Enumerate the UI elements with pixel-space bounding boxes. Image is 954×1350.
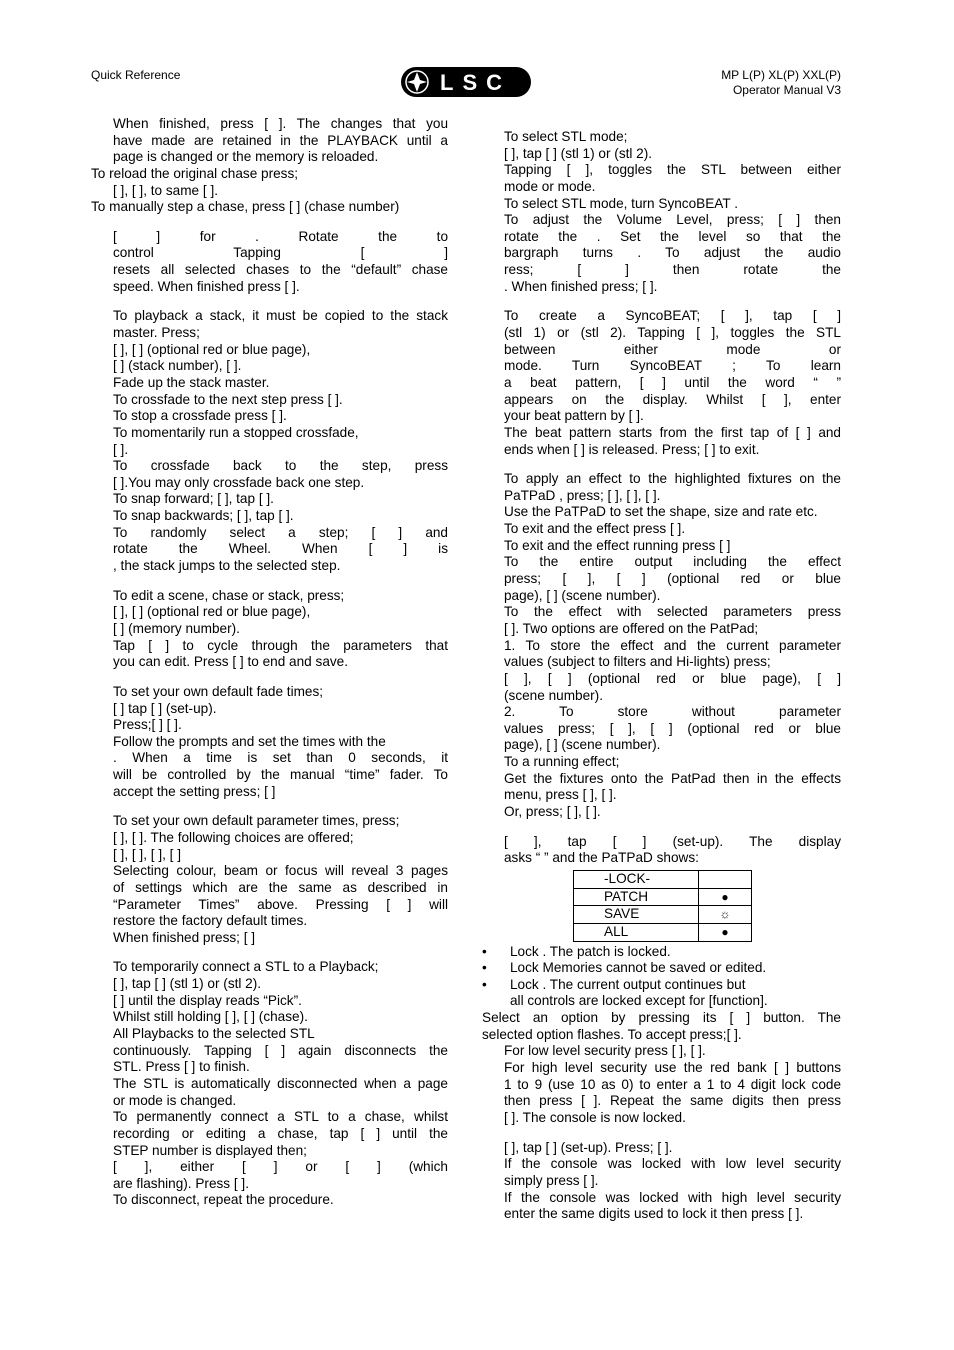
text-line: To adjust the Volume Level, press; [ ] then bbox=[504, 212, 841, 228]
text-line: resets all selected chases to the “default” chase bbox=[113, 262, 448, 278]
text-line: To reload the original chase press; bbox=[91, 165, 299, 181]
text-line: ends when [ ] is released. Press; [ ] to exit. bbox=[504, 441, 760, 457]
text-line: page), [ ] (scene number). bbox=[504, 737, 661, 753]
text-line: Press;[ ] [ ]. bbox=[113, 717, 182, 733]
text-line: To the entire output including the effect bbox=[504, 554, 841, 570]
text-line: When finished, press [ ]. The changes that you bbox=[113, 116, 448, 131]
text-line: To disconnect, repeat the procedure. bbox=[113, 1192, 334, 1208]
text-line: STL. Press [ ] to finish. bbox=[113, 1059, 250, 1075]
text-line: will be controlled by the manual “time” fader. To bbox=[113, 767, 448, 783]
text-line: values press; [ ], [ ] (optional red or blue bbox=[504, 720, 841, 736]
text-line: Fade up the stack master. bbox=[113, 374, 270, 390]
text-line: (scene number). bbox=[504, 687, 603, 703]
text-line: [ ] until the display reads “Pick”. bbox=[113, 992, 302, 1008]
lsc-logo-icon bbox=[400, 66, 532, 98]
text-line: master. Press; bbox=[113, 325, 200, 341]
text-line: recording or editing a chase, tap [ ] until the bbox=[113, 1125, 448, 1141]
lock-option-row bbox=[574, 923, 752, 941]
text-line: enter the same digits used to lock it then press [ ]. bbox=[504, 1206, 804, 1222]
text-line: [ ] tap [ ] (set-up). bbox=[113, 700, 217, 716]
text-line: [ ]. The console is now locked. bbox=[504, 1109, 686, 1125]
text-line: speed. When finished press [ ]. bbox=[113, 278, 300, 294]
lock-option-row bbox=[574, 888, 752, 906]
text-line: To a running effect; bbox=[504, 754, 620, 770]
text-line: Tapping [ ], toggles the STL between either bbox=[504, 162, 841, 178]
text-line: [ ]. Two options are offered on the PatPad; bbox=[504, 620, 759, 636]
text-line: To snap forward; [ ], tap [ ]. bbox=[113, 491, 274, 507]
text-line: [ ], [ ]. The following choices are offered; bbox=[113, 829, 354, 845]
text-line: rotate the . Set the level so that the bbox=[504, 228, 841, 244]
text-line: 2. To store without parameter bbox=[504, 704, 841, 720]
text-line: Whilst still holding [ ], [ ] (chase). bbox=[113, 1009, 308, 1025]
lock-option-indicator-icon: ● bbox=[699, 888, 752, 906]
text-line: If the console was locked with low level security bbox=[504, 1156, 841, 1172]
text-line: are flashing). Press [ ]. bbox=[113, 1175, 249, 1191]
text-line: press; [ ], [ ] (optional red or blue bbox=[504, 571, 841, 587]
text-line: PaTPaD , press; [ ], [ ], [ ]. bbox=[504, 487, 661, 503]
lock-option-label: ALL bbox=[574, 923, 699, 941]
header-right bbox=[721, 68, 841, 98]
text-line: [ ], either [ ] or [ ] (which bbox=[113, 1159, 448, 1175]
text-line: [ ], tap [ ] (set-up). Press; [ ]. bbox=[504, 1139, 673, 1155]
text-line: . When a time is set than 0 seconds, it bbox=[113, 750, 448, 766]
text-line: you can edit. Press [ ] to end and save. bbox=[113, 654, 349, 670]
lock-option-label: SAVE bbox=[574, 906, 699, 924]
text-line: bargraph turns . To adjust the audio bbox=[504, 245, 841, 261]
text-line: a beat pattern, [ ] until the word “ ” bbox=[504, 374, 841, 390]
text-line: To momentarily run a stopped crossfade, bbox=[113, 424, 359, 440]
text-line: To playback a stack, it must be copied to the stack bbox=[113, 308, 448, 324]
text-line: To randomly select a step; [ ] and bbox=[113, 524, 448, 540]
text-line: (stl 1) or (stl 2). Tapping [ ], toggles the STL bbox=[504, 325, 841, 341]
lock-option-indicator-icon: ☼ bbox=[699, 906, 752, 924]
text-line: To temporarily connect a STL to a Playback; bbox=[113, 959, 379, 975]
text-line: [ ]. bbox=[113, 441, 129, 457]
lock-option-indicator-icon: ● bbox=[699, 923, 752, 941]
text-line: [ ], tap [ ] (stl 1) or (stl 2). bbox=[113, 976, 262, 992]
text-line: rotate the Wheel. When [ ] is bbox=[113, 541, 448, 557]
text-line: To exit and the effect press [ ]. bbox=[504, 521, 686, 537]
text-line: [ ], [ ] (optional red or blue page), bbox=[113, 341, 311, 357]
text-line: To the effect with selected parameters press bbox=[504, 604, 841, 620]
text-line: [ ], tap [ ] (set-up). The display bbox=[504, 833, 841, 849]
text-line: , the stack jumps to the selected step. bbox=[113, 558, 341, 574]
text-line: The beat pattern starts from the first tap of [ ] and bbox=[504, 424, 841, 440]
text-line: then press [ ]. Repeat the same digits then press bbox=[504, 1093, 841, 1109]
text-line: To manually step a chase, press [ ] (chase number) bbox=[91, 199, 400, 215]
text-line: To select STL mode, turn SyncoBEAT . bbox=[504, 195, 738, 211]
text-line: [ ], [ ], to same [ ]. bbox=[113, 182, 219, 198]
lock-bullet-item: • Lock . The patch is locked. bbox=[482, 944, 841, 961]
text-line: Follow the prompts and set the times with the bbox=[113, 733, 386, 749]
text-line: your beat pattern by [ ]. bbox=[504, 408, 644, 424]
text-line: menu, press [ ], [ ]. bbox=[504, 787, 617, 803]
text-line: mode or mode. bbox=[504, 178, 596, 194]
text-line: Selecting colour, beam or focus will reveal 3 pages bbox=[113, 863, 448, 879]
text-line: To crossfade back to the step, press bbox=[113, 458, 448, 474]
text-line: To apply an effect to the highlighted fixtures on the bbox=[504, 471, 841, 487]
text-line: To set your own default fade times; bbox=[113, 683, 324, 699]
logo-text: LSC bbox=[440, 70, 511, 95]
text-line: To stop a crossfade press [ ]. bbox=[113, 408, 287, 424]
text-line: STEP number is displayed then; bbox=[113, 1142, 307, 1158]
text-line: appears on the display. Whilst [ ], enter bbox=[504, 391, 841, 407]
text-line: or mode is changed. bbox=[113, 1092, 237, 1108]
text-line: To exit and the effect running press [ ] bbox=[504, 537, 731, 553]
text-line: selected option flashes. To accept press;[ ]. bbox=[482, 1026, 742, 1042]
text-line: To select STL mode; bbox=[504, 129, 628, 144]
text-line: continuously. Tapping [ ] again disconnects the bbox=[113, 1042, 448, 1058]
text-line: [ ], [ ] (optional red or blue page), [ ] bbox=[504, 670, 841, 686]
text-line: For low level security press [ ], [ ]. bbox=[504, 1043, 706, 1059]
lock-option-label: -LOCK- bbox=[574, 870, 699, 888]
lock-option-row bbox=[574, 906, 752, 924]
text-line: When finished press; [ ] bbox=[113, 929, 256, 945]
lock-bullet-list bbox=[482, 944, 841, 1011]
text-line: To permanently connect a STL to a chase, whilst bbox=[113, 1109, 448, 1125]
text-line: mode. Turn SyncoBEAT ; To learn bbox=[504, 358, 841, 374]
text-line: ress; [ ] then rotate the bbox=[504, 262, 841, 278]
right-column-top bbox=[482, 129, 841, 867]
text-line: page is changed or the memory is reloaded. bbox=[113, 149, 379, 165]
text-line: accept the setting press; [ ] bbox=[113, 783, 276, 799]
text-line: To crossfade to the next step press [ ]. bbox=[113, 391, 343, 407]
lock-option-label: PATCH bbox=[574, 888, 699, 906]
text-line: [ ] for . Rotate the to bbox=[113, 228, 448, 244]
text-line: Use the PaTPaD to set the shape, size and rate etc. bbox=[504, 504, 818, 520]
lock-option-indicator-icon bbox=[699, 870, 752, 888]
text-line: [ ], [ ], [ ], [ ] bbox=[113, 846, 181, 862]
text-line: If the console was locked with high level security bbox=[504, 1189, 841, 1205]
lock-bullet-item: all controls are locked except for [function]. bbox=[510, 993, 768, 1009]
text-line: The STL is automatically disconnected when a page bbox=[113, 1075, 448, 1091]
text-line: Select an option by pressing its [ ] button. The bbox=[482, 1010, 841, 1026]
text-line: [ ], tap [ ] (stl 1) or (stl 2). bbox=[504, 145, 653, 161]
text-line: values (subject to filters and Hi-lights) press; bbox=[504, 654, 771, 670]
text-line: To snap backwards; [ ], tap [ ]. bbox=[113, 508, 294, 524]
text-line: To create a SyncoBEAT; [ ], tap [ ] bbox=[504, 308, 841, 324]
header-left: Quick Reference bbox=[91, 68, 181, 82]
text-line: page), [ ] (scene number). bbox=[504, 587, 661, 603]
lock-option-row bbox=[574, 870, 752, 888]
text-line: To set your own default parameter times, press; bbox=[113, 813, 400, 829]
left-column bbox=[91, 116, 448, 1209]
text-line: . When finished press; [ ]. bbox=[504, 278, 658, 294]
lock-bullet-item: • Lock Memories cannot be saved or edited. bbox=[482, 960, 841, 977]
text-line: Get the fixtures onto the PatPad then in the effects bbox=[504, 770, 841, 786]
right-column-bottom bbox=[482, 1010, 841, 1223]
text-line: To edit a scene, chase or stack, press; bbox=[113, 587, 345, 603]
manual-version: Operator Manual V3 bbox=[732, 83, 841, 97]
text-line: simply press [ ]. bbox=[504, 1172, 599, 1188]
text-line: of settings which are the same as described in bbox=[113, 879, 448, 895]
text-line: 1. To store the effect and the current parameter bbox=[504, 637, 841, 653]
lock-options-table bbox=[573, 870, 752, 942]
right-column bbox=[482, 116, 841, 1223]
text-line: asks “ ” and the PaTPaD shows: bbox=[504, 850, 699, 866]
text-line: “Parameter Times” above. Pressing [ ] will bbox=[113, 896, 448, 912]
lock-bullet-item: • Lock . The current output continues but bbox=[482, 977, 841, 994]
text-line: All Playbacks to the selected STL bbox=[113, 1026, 315, 1042]
text-line: For high level security use the red bank [ ] buttons bbox=[504, 1060, 841, 1076]
text-line: Or, press; [ ], [ ]. bbox=[504, 803, 601, 819]
text-line: have made are retained in the PLAYBACK until a bbox=[113, 132, 448, 148]
text-line: 1 to 9 (use 10 as 0) to enter a 1 to 4 digit lock code bbox=[504, 1076, 841, 1092]
text-line: [ ] (stack number), [ ]. bbox=[113, 358, 242, 374]
text-line: between either mode or bbox=[504, 341, 841, 357]
text-line: Tap [ ] to cycle through the parameters that bbox=[113, 637, 448, 653]
manual-model: MP L(P) XL(P) XXL(P) bbox=[721, 68, 841, 82]
text-line: restore the factory default times. bbox=[113, 913, 308, 929]
text-line: [ ] (memory number). bbox=[113, 620, 240, 636]
text-line: control Tapping [ ] bbox=[113, 245, 448, 261]
text-line: [ ], [ ] (optional red or blue page), bbox=[113, 604, 311, 620]
text-line: [ ].You may only crossfade back one step. bbox=[113, 474, 365, 490]
